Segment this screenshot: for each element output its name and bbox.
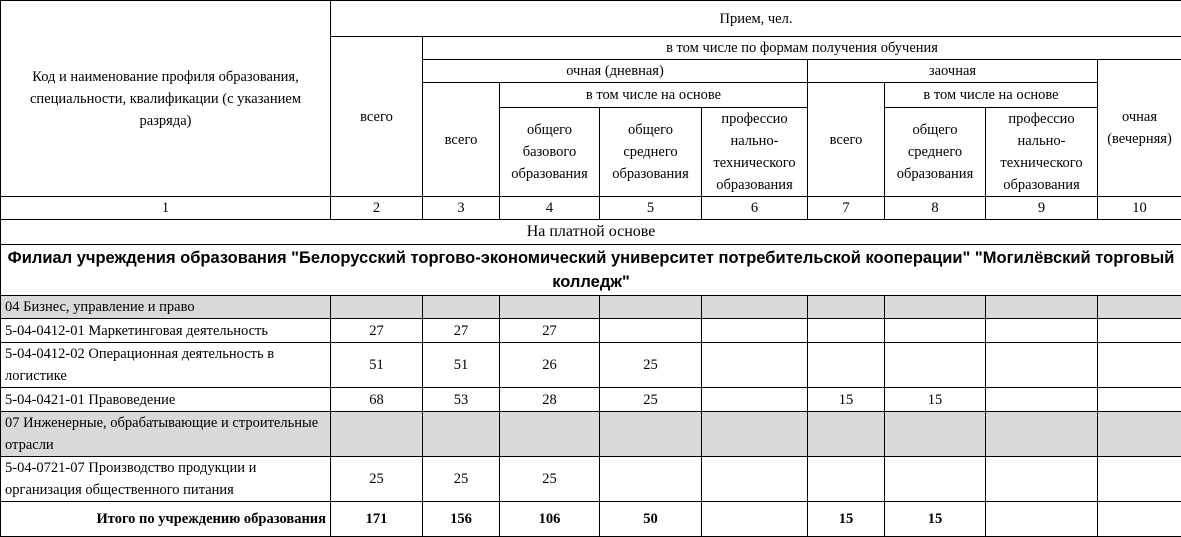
row-name: 5-04-0412-01 Маркетинговая деятельность [1,319,331,343]
row-value [702,457,808,502]
row-value: 156 [423,502,500,537]
row-value [986,296,1098,319]
row-name: 5-04-0721-07 Производство продукции и организация общественного питания [1,457,331,502]
row-value: 15 [808,502,885,537]
header-extramural-total: всего [808,83,885,197]
row-value: 15 [885,502,986,537]
row-value: 51 [331,343,423,388]
row-value [702,319,808,343]
row-value [808,343,885,388]
row-value [808,296,885,319]
row-value [885,319,986,343]
row-value: 27 [331,319,423,343]
row-value [885,457,986,502]
table-row [1,343,1181,388]
organization-title: Филиал учреждения образования "Белорусский торгово-экономический университет потребительской кооперации" "Могилёвский торговый колледж" [1,245,1181,296]
row-value [331,296,423,319]
row-value [600,412,702,457]
row-name: 04 Бизнес, управление и право [1,296,331,319]
table-row [1,319,1181,343]
column-number: 6 [702,197,808,220]
row-value: 50 [600,502,702,537]
row-name: 07 Инженерные, обрабатывающие и строительные отрасли [1,412,331,457]
row-value: 25 [600,388,702,412]
row-value [808,412,885,457]
row-value [331,412,423,457]
row-value [986,457,1098,502]
header-general-basic: общего базового образования [500,108,600,197]
column-number: 3 [423,197,500,220]
header-by-forms: в том числе по формам получения обучения [423,37,1181,60]
row-value: 15 [885,388,986,412]
row-value [702,296,808,319]
row-value: 27 [500,319,600,343]
row-name: 5-04-0412-02 Операционная деятельность в логистике [1,343,331,388]
row-value: 25 [500,457,600,502]
row-value [423,296,500,319]
row-value [702,388,808,412]
row-value [600,296,702,319]
row-value: 25 [423,457,500,502]
column-number: 8 [885,197,986,220]
row-value: 106 [500,502,600,537]
row-value: 51 [423,343,500,388]
column-number: 5 [600,197,702,220]
table-row [1,388,1181,412]
row-value: 28 [500,388,600,412]
column-number: 7 [808,197,885,220]
row-value [1098,343,1181,388]
header-day-total: всего [423,83,500,197]
column-number: 9 [986,197,1098,220]
row-value: 25 [600,343,702,388]
header-intake: Прием, чел. [331,1,1181,37]
row-value [986,388,1098,412]
column-number: 10 [1098,197,1181,220]
row-value: 15 [808,388,885,412]
row-value [808,457,885,502]
row-value [702,502,808,537]
row-value [885,412,986,457]
row-value [702,412,808,457]
row-value [1098,457,1181,502]
header-extramural-secondary: общего среднего образования [885,108,986,197]
row-name: Итого по учреждению образования [1,502,331,537]
group-row [1,412,1181,457]
section-title: На платной основе [1,220,1181,245]
row-value [702,343,808,388]
header-extramural-vocational: профессио нально-технического образования [986,108,1098,197]
table-row [1,457,1181,502]
row-value: 27 [423,319,500,343]
row-value: 68 [331,388,423,412]
header-extramural-basis: в том числе на основе [885,83,1098,108]
row-value [885,296,986,319]
column-number: 4 [500,197,600,220]
row-value [423,412,500,457]
header-total: всего [331,37,423,197]
row-value: 53 [423,388,500,412]
header-extramural: заочная [808,60,1098,83]
header-day-basis: в том числе на основе [500,83,808,108]
header-general-secondary: общего среднего образования [600,108,702,197]
row-name: 5-04-0421-01 Правоведение [1,388,331,412]
row-value [986,343,1098,388]
row-value: 26 [500,343,600,388]
row-value [1098,388,1181,412]
row-value [885,343,986,388]
row-value [500,412,600,457]
column-number: 1 [1,197,331,220]
group-row [1,296,1181,319]
row-value [1098,502,1181,537]
row-value [1098,296,1181,319]
row-value: 25 [331,457,423,502]
row-value [600,319,702,343]
row-value: 171 [331,502,423,537]
row-value [500,296,600,319]
row-value [808,319,885,343]
row-value [600,457,702,502]
row-value [986,502,1098,537]
row-value [1098,319,1181,343]
row-value [986,319,1098,343]
header-fulltime-evening: очная (вечерняя) [1098,60,1181,197]
row-value [1098,412,1181,457]
header-vocational: профессио нально-технического образования [702,108,808,197]
column-number: 2 [331,197,423,220]
header-fulltime-day: очная (дневная) [423,60,808,83]
total-row [1,502,1181,537]
column-number-row [1,197,1181,220]
header-profile: Код и наименование профиля образования, специальности, квалификации (с указанием разряда) [1,1,331,197]
row-value [986,412,1098,457]
